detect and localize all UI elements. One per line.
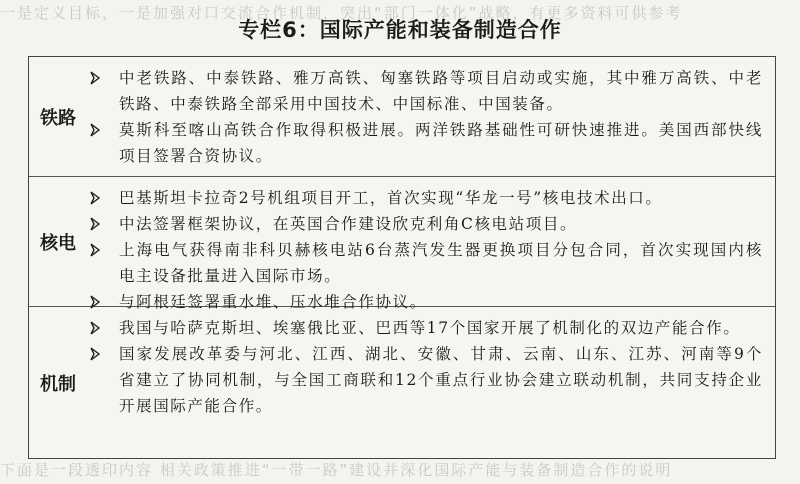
list-item: [87, 315, 763, 341]
item-text: 上海电气获得南非科贝赫核电站6台蒸汽发生器更换项目分包合同，首次实现国内核电主设备批量进入国际市场。: [119, 241, 763, 285]
list-item: [87, 65, 763, 117]
category-label: 铁路: [40, 107, 76, 129]
item-text: 巴基斯坦卡拉奇2号机组项目开工，首次实现“华龙一号”核电技术出口。: [119, 189, 663, 207]
bleed-through-text-bottom: 下面是一段透印内容 相关政策推进“一带一路”建设并深化国际产能与装备制造合作的说明: [0, 461, 673, 479]
diamond-arrow-bullet-icon: [87, 65, 119, 91]
item-text: 国家发展改革委与河北、江西、湖北、安徽、甘肃、云南、山东、江苏、河南等9个省建立了协同机制，与全国工商联和12个重点行业协会建立联动机制，共同支持企业开展国际产能合作。: [119, 345, 763, 415]
item-list: [87, 307, 775, 458]
page-title: 专栏6：国际产能和装备制造合作: [238, 18, 562, 42]
diamond-arrow-bullet-icon: [87, 185, 119, 211]
item-list: [87, 177, 775, 311]
bleed-through-text-top: 一是定义目标，一是加强对口交流合作机制，突出“部门一体化”战略，有更多资料可供参考: [0, 4, 683, 22]
section-railway: [29, 57, 775, 177]
diamond-arrow-bullet-icon: [87, 117, 119, 143]
diamond-arrow-bullet-icon: [87, 237, 119, 263]
list-item: [87, 117, 763, 169]
category-label: 机制: [40, 373, 76, 395]
list-item: [87, 185, 763, 211]
list-item: [87, 237, 763, 289]
item-text: 中法签署框架协议，在英国合作建设欣克利角C核电站项目。: [119, 215, 578, 233]
item-text: 中老铁路、中泰铁路、雅万高铁、匈塞铁路等项目启动或实施，其中雅万高铁、中老铁路、中泰铁路全部采用中国技术、中国标准、中国装备。: [119, 69, 763, 113]
list-item: [87, 211, 763, 237]
diamond-arrow-bullet-icon: [87, 315, 119, 341]
item-text: 莫斯科至喀山高铁合作取得积极进展。两洋铁路基础性可研快速推进。美国西部快线项目签署合资协议。: [119, 121, 763, 165]
column-box: [28, 56, 776, 459]
list-item: [87, 341, 763, 419]
diamond-arrow-bullet-icon: [87, 341, 119, 367]
item-list: [87, 57, 775, 176]
item-text: 我国与哈萨克斯坦、埃塞俄比亚、巴西等17个国家开展了机制化的双边产能合作。: [119, 319, 741, 337]
section-mechanism: [29, 307, 775, 458]
item-text: 与阿根廷签署重水堆、压水堆合作协议。: [119, 293, 427, 311]
section-nuclear: [29, 177, 775, 311]
diamond-arrow-bullet-icon: [87, 211, 119, 237]
category-label: 核电: [40, 232, 76, 254]
